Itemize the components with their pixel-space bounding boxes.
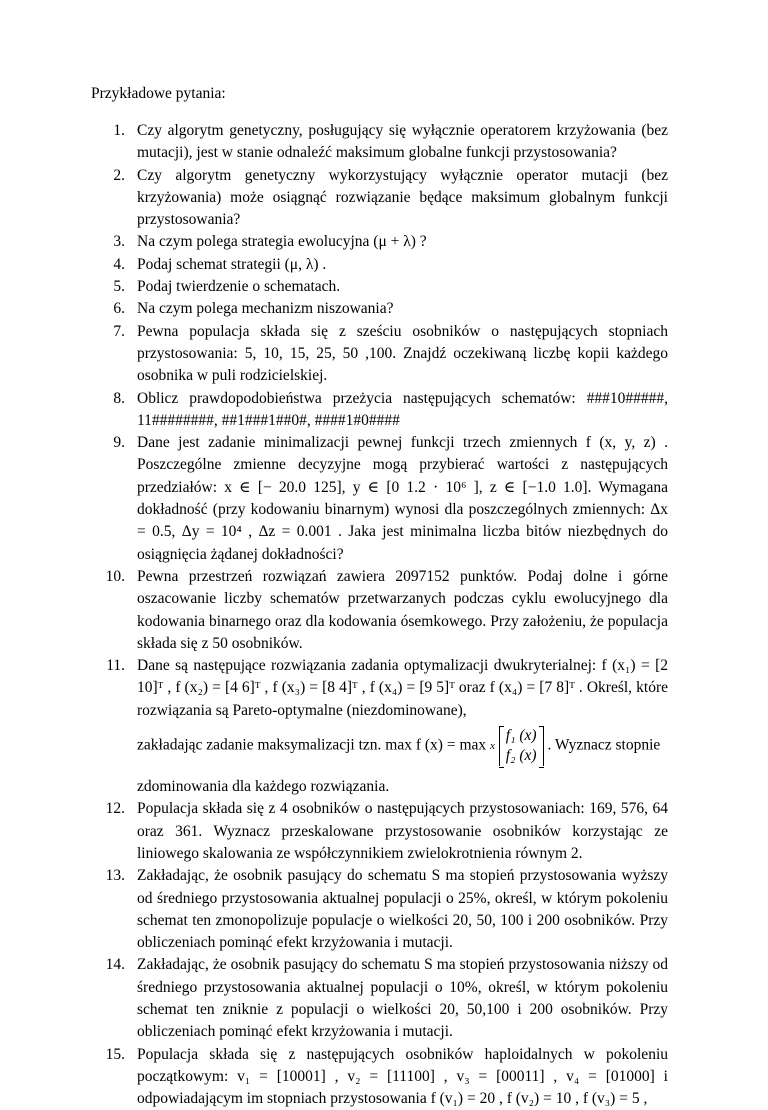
question-item: 13. Zakładając, że osobnik pasujący do schematu S ma stopień przystosowania wyższy od średniego przystosowania aktualnej populacji o 25%, określ, w którym pokoleniu schemat ten zmonopolizuje populacje o wielkości 20, 50, 100 i 200 osobników. Przy obliczeniach pominąć efekt krzyżowania i mutacji. xyxy=(105,867,668,952)
question-text: Pewna populacja składa się z sześciu osobników o następujących stopniach przystosowania: 5, 10, 15, 25, 50 ,100. Znajdź oczekiwaną liczbę kopii każdego osobnika w puli rodzicielskiej. xyxy=(137,322,668,385)
question-list xyxy=(105,120,668,1110)
vector-top: f₁ (x) xyxy=(505,727,537,745)
question-item: 10. Pewna przestrzeń rozwiązań zawiera 2097152 punktów. Podaj dolne i górne oszacowanie liczby schematów przetwarzanych podczas cyklu ewolucyjnego dla kodowania binarnego oraz dla kodowania ósemkowego. Przy założeniu, że populacja składa się z 50 osobników. xyxy=(105,567,668,652)
question-text: Zakładając, że osobnik pasujący do schematu S ma stopień przystosowania niższy od średniego przystosowania aktualnej populacji o 10%, określ, w którym pokoleniu schemat ten zniknie z populacji o wielkości 20, 50,100 i 200 osobników. Przy obliczeniach pominąć efekt krzyżowania i mutacji. xyxy=(137,956,668,1041)
question-text: Dane jest zadanie minimalizacji pewnej funkcji trzech zmiennych f (x, y, z) . Poszczególne zmienne decyzyjne mogą przybierać wartości z następujących przedziałów: x ∈ [− 20.0 125], y ∈ [0 1.2 ⋅ 10⁶ ], z ∈ [−1.0 1.0]. Wymagana dokładność (przy kodowaniu binarnym) wynosi dla poszczególnych zmiennych: Δx = 0.5, Δy = 10⁴ , Δz = 0.001 . Jaka jest minimalna liczba bitów niezbędnych do osiągnięcia żądanej dokładności? xyxy=(137,434,668,563)
question-item: 3. Na czym polega strategia ewolucyjna (μ + λ) ? xyxy=(113,233,427,251)
question-text: Na czym polega strategia ewolucyjna (μ + λ) ? xyxy=(137,233,427,251)
question-text: Populacja składa się z następujących osobników haploidalnych w pokoleniu początkowym: v₁ = [10001] , v₂ = [11100] , v₃ = [00011] , v₄ = [01000] i odpowiadającym im stopniach przystosowania f (v₁) = 20 , f (v₂) = 10 , f (v₃) = 5 , xyxy=(137,1045,668,1108)
question-item: 5. Podaj twierdzenie o schematach. xyxy=(113,278,341,296)
max-operator xyxy=(490,739,495,753)
question-item: 11. Dane są następujące rozwiązania zadania optymalizacji dwukryterialnej: f (x₁) = [2 10]ᵀ , f (x₂) = [4 6]ᵀ , f (x₃) = [8 4]ᵀ , f (x₄) = [9 5]ᵀ oraz f (x₄) = [7 8]ᵀ . Określ, które rozwiązania są Pareto-optymalne (niezdominowane), zakładając zadanie maksymalizacji tzn. max f (x) = max x f₁ (x) f₂ (x) . Wyznacz stopnie zdominowania dla każdego rozwiązania. xyxy=(106,657,668,796)
question-item: 15. Populacja składa się z następujących osobników haploidalnych w pokoleniu początkowym: v₁ = [10001] , v₂ = [11100] , v₃ = [00011] , v₄ = [01000] i odpowiadającym im stopniach przystosowania f (v₁) = 20 , f (v₂) = 10 , f (v₃) = 5 , xyxy=(105,1045,668,1108)
question-item: 7. Pewna populacja składa się z sześciu osobników o następujących stopniach przystosowania: 5, 10, 15, 25, 50 ,100. Znajdź oczekiwaną liczbę kopii każdego osobnika w puli rodzicielskiej. xyxy=(113,322,668,385)
question-item: 12. Populacja składa się z 4 osobników o następujących przystosowaniach: 169, 576, 64 oraz 361. Wyznacz przeskalowane przystosowanie osobników korzystając ze liniowego skalowania ze współczynnikiem zwielokrotnienia równym 2. xyxy=(105,800,668,862)
question-text-end: zdominowania dla każdego rozwiązania. xyxy=(137,778,390,796)
question-item: 9. Dane jest zadanie minimalizacji pewnej funkcji trzech zmiennych f (x, y, z) . Poszczególne zmienne decyzyjne mogą przybierać wartości z następujących przedziałów: x ∈ [− 20.0 125], y ∈ [0 1.2 ⋅ 10⁶ ], z ∈ [−1.0 1.0]. Wymagana dokładność (przy kodowaniu binarnym) wynosi dla poszczególnych zmiennych: Δx = 0.5, Δy = 10⁴ , Δz = 0.001 . Jaka jest minimalna liczba bitów niezbędnych do osiągnięcia żądanej dokładności? xyxy=(113,434,668,563)
question-text: Na czym polega mechanizm niszowania? xyxy=(137,300,394,318)
question-item: 4. Podaj schemat strategii (μ, λ) . xyxy=(113,255,327,273)
question-item: 2. Czy algorytm genetyczny wykorzystujący wyłącznie operator mutacji (bez krzyżowania) może osiągnąć rozwiązanie będące maksimum globalnym funkcji przystosowania? xyxy=(113,166,668,229)
question-text: Oblicz prawdopodobieństwa przeżycia następujących schematów: ###10#####, 11########, ##1###1##0#, ####1#0#### xyxy=(137,389,668,429)
objective-vector xyxy=(499,726,544,766)
question-text: Czy algorytm genetyczny wykorzystujący wyłącznie operator mutacji (bez krzyżowania) może osiągnąć rozwiązanie będące maksimum globalnym funkcji przystosowania? xyxy=(137,166,668,229)
question-text: Czy algorytm genetyczny, posługujący się wyłącznie operatorem krzyżowania (bez mutacji), jest w stanie odnaleźć maksimum globalne funkcji przystosowania? xyxy=(137,122,668,162)
equation-suffix: . Wyznacz stopnie xyxy=(547,736,661,754)
vector-max-equation xyxy=(137,726,668,772)
vector-bottom: f₂ (x) xyxy=(505,747,537,765)
question-item: 14. Zakładając, że osobnik pasujący do schematu S ma stopień przystosowania niższy od średniego przystosowania aktualnej populacji o 10%, określ, w którym pokoleniu schemat ten zniknie z populacji o wielkości 20, 50,100 i 200 osobników. Przy obliczeniach pominąć efekt krzyżowania i mutacji. xyxy=(105,956,668,1041)
question-item: 6. Na czym polega mechanizm niszowania? xyxy=(113,300,394,318)
max-subscript: x xyxy=(490,740,495,753)
question-text: Zakładając, że osobnik pasujący do schematu S ma stopień przystosowania wyższy od średniego przystosowania aktualnej populacji o 25%, określ, w którym pokoleniu schemat ten zmonopolizuje populacje o wielkości 20, 50, 100 i 200 osobników. Przy obliczeniach pominąć efekt krzyżowania i mutacji. xyxy=(137,867,668,952)
question-item: 1. Czy algorytm genetyczny, posługujący się wyłącznie operatorem krzyżowania (bez mutacji), jest w stanie odnaleźć maksimum globalne funkcji przystosowania? xyxy=(113,122,668,162)
question-text: Podaj schemat strategii (μ, λ) . xyxy=(137,255,327,273)
question-text: Podaj twierdzenie o schematach. xyxy=(137,278,341,296)
question-text: Pewna przestrzeń rozwiązań zawiera 2097152 punktów. Podaj dolne i górne oszacowanie liczby schematów przetwarzanych podczas cyklu ewolucyjnego dla kodowania binarnego oraz dla kodowania ósemkowego. Przy założeniu, że populacja składa się z 50 osobników. xyxy=(137,567,668,652)
question-text: Populacja składa się z 4 osobników o następujących przystosowaniach: 169, 576, 64 oraz 361. Wyznacz przeskalowane przystosowanie osobników korzystając ze liniowego skalowania ze współczynnikiem zwielokrotnienia równym 2. xyxy=(137,800,668,862)
question-text: Dane są następujące rozwiązania zadania optymalizacji dwukryterialnej: f (x₁) = [2 10]ᵀ , f (x₂) = [4 6]ᵀ , f (x₃) = [8 4]ᵀ , f (x₄) = [9 5]ᵀ oraz f (x₄) = [7 8]ᵀ . Określ, które rozwiązania są Pareto-optymalne (niezdominowane), xyxy=(137,657,668,719)
question-item: 8. Oblicz prawdopodobieństwa przeżycia następujących schematów: ###10#####, 11########, ##1###1##0#, ####1#0#### xyxy=(113,389,668,429)
equation-prefix: zakładając zadanie maksymalizacji tzn. max f (x) = max xyxy=(137,736,487,754)
page-heading: Przykładowe pytania: xyxy=(91,85,226,102)
